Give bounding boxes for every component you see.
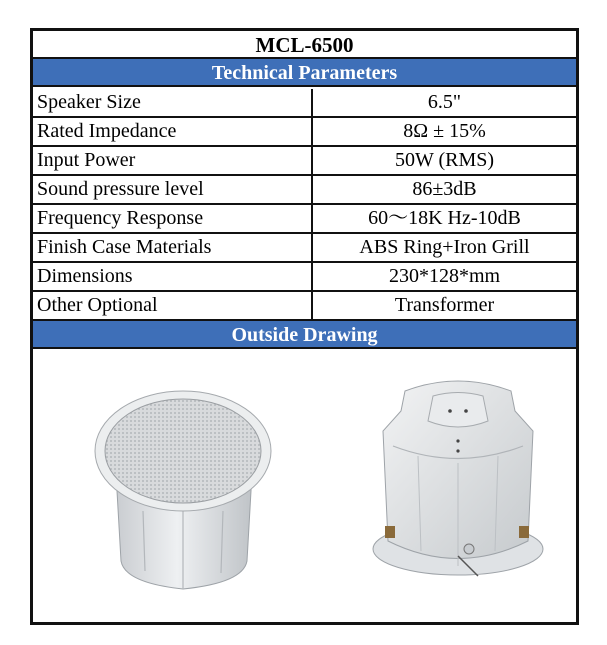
param-label: Speaker Size (33, 89, 312, 117)
param-label: Rated Impedance (33, 117, 312, 146)
model-title: MCL-6500 (33, 31, 576, 59)
param-value: ABS Ring+Iron Grill (312, 233, 576, 262)
spec-sheet (30, 28, 579, 625)
technical-parameters-header: Technical Parameters (33, 59, 576, 87)
table-row (33, 291, 576, 320)
table-row (33, 175, 576, 204)
param-label: Other Optional (33, 291, 312, 320)
param-value: 60～18K Hz-10dB (312, 204, 576, 233)
param-label: Input Power (33, 146, 312, 175)
param-value: 8Ω ± 15% (312, 117, 576, 146)
parameters-table (33, 89, 576, 321)
table-row (33, 204, 576, 233)
table-row (33, 89, 576, 117)
outside-drawing-area (33, 351, 576, 622)
param-value: 86±3dB (312, 175, 576, 204)
outside-drawing-header: Outside Drawing (33, 321, 576, 349)
table-row (33, 233, 576, 262)
speaker-front-view (95, 391, 271, 589)
speaker-back-view (373, 381, 543, 576)
param-value: 6.5" (312, 89, 576, 117)
param-label: Sound pressure level (33, 175, 312, 204)
param-value: Transformer (312, 291, 576, 320)
table-row (33, 262, 576, 291)
param-value: 230*128*mm (312, 262, 576, 291)
table-row (33, 117, 576, 146)
param-label: Frequency Response (33, 204, 312, 233)
param-label: Finish Case Materials (33, 233, 312, 262)
param-label: Dimensions (33, 262, 312, 291)
table-row (33, 146, 576, 175)
param-value: 50W (RMS) (312, 146, 576, 175)
